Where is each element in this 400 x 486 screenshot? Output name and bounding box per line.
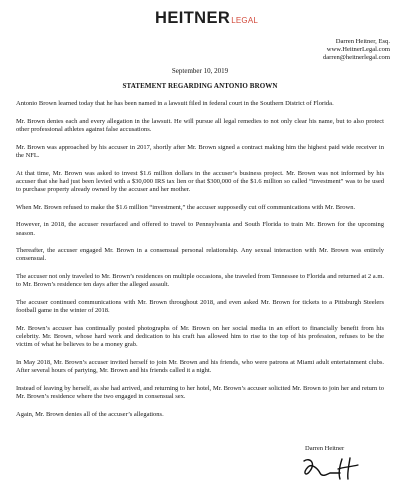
- handwritten-signature: [300, 455, 364, 481]
- body-paragraph: In May 2018, Mr. Brown’s accuser invited herself to join Mr. Brown and his friends, who were patrons at Miami adult entertainment clubs. After several hours of partying, Mr. Brown and his friends called it a night.: [16, 359, 384, 375]
- body-paragraph: Thereafter, the accuser engaged Mr. Brown in a consensual personal relationship. Any sexual interaction with Mr. Brown was entirely consensual.: [16, 247, 384, 263]
- signer-name: Darren Heitner: [305, 445, 345, 452]
- body-paragraph: However, in 2018, the accuser resurfaced and offered to travel to Pennsylvania and South Florida to train Mr. Brown for the upcoming season.: [16, 221, 384, 237]
- body-paragraph: Mr. Brown was approached by his accuser in 2017, shortly after Mr. Brown signed a contract making him the highest paid wide receiver in the NFL.: [16, 143, 384, 159]
- statement-date: September 10, 2019: [171, 67, 229, 75]
- contact-email: darren@heitnerlegal.com: [322, 54, 390, 61]
- body-paragraph: The accuser not only traveled to Mr. Brown’s residences on multiple occasions, she traveled from Tennessee to Florida and returned at 2 a.m. to Mr. Brown’s residence ten days after the alleged assault.: [16, 273, 384, 289]
- contact-website: www.HeitnerLegal.com: [326, 46, 390, 53]
- body-paragraph: Mr. Brown denies each and every allegation in the lawsuit. He will pursue all legal remedies to not only clear his name, but to also protect other professional athletes against false accusations.: [16, 117, 384, 133]
- body-paragraph: Mr. Brown’s accuser has continually posted photographs of Mr. Brown on her social media in an effort to financially benefit from his celebrity. Mr. Brown, whose hard work and dedication to his craft has allowed him to rise to the top of his profession, refuses to be the victim of what he believes to be a money grab.: [16, 324, 384, 349]
- statement-title: STATEMENT REGARDING ANTONIO BROWN: [122, 82, 278, 90]
- body-paragraph: Antonio Brown learned today that he has been named in a lawsuit filed in federal court in the Southern District of Florida.: [16, 100, 334, 107]
- heitner-legal-logo: [155, 9, 258, 31]
- logo-wordmark: HEITNER: [155, 9, 231, 27]
- logo-subtitle: LEGAL: [231, 16, 259, 25]
- body-paragraph: Instead of leaving by herself, as she had arrived, and returning to her hotel, Mr. Brown’s accuser solicited Mr. Brown to join her and return to Mr. Brown’s residence where the two engaged in consensual sex.: [16, 384, 384, 401]
- body-paragraph: The accuser continued communications with Mr. Brown throughout 2018, and even asked Mr. Brown for tickets to a Pittsburgh Steelers football game in the winter of 2018.: [16, 299, 384, 315]
- body-paragraph: Again, Mr. Brown denies all of the accuser’s allegations.: [16, 410, 164, 418]
- body-paragraph: When Mr. Brown refused to make the $1.6 million “investment,” the accuser supposedly cut off communications with Mr. Brown.: [16, 203, 356, 211]
- statement-body: [16, 100, 384, 429]
- contact-name: Darren Heitner, Esq.: [335, 38, 390, 45]
- body-paragraph: At that time, Mr. Brown was asked to invest $1.6 million dollars in the accuser’s business project. Mr. Brown was not informed by his accuser that she had just been levied with a $30,000 IRS tax lien or that $300,000 of the $1.6 million so called “investment” was to be used to purchase property already owned by the accuser and her mother.: [16, 169, 384, 193]
- letterhead-contact: [323, 38, 390, 62]
